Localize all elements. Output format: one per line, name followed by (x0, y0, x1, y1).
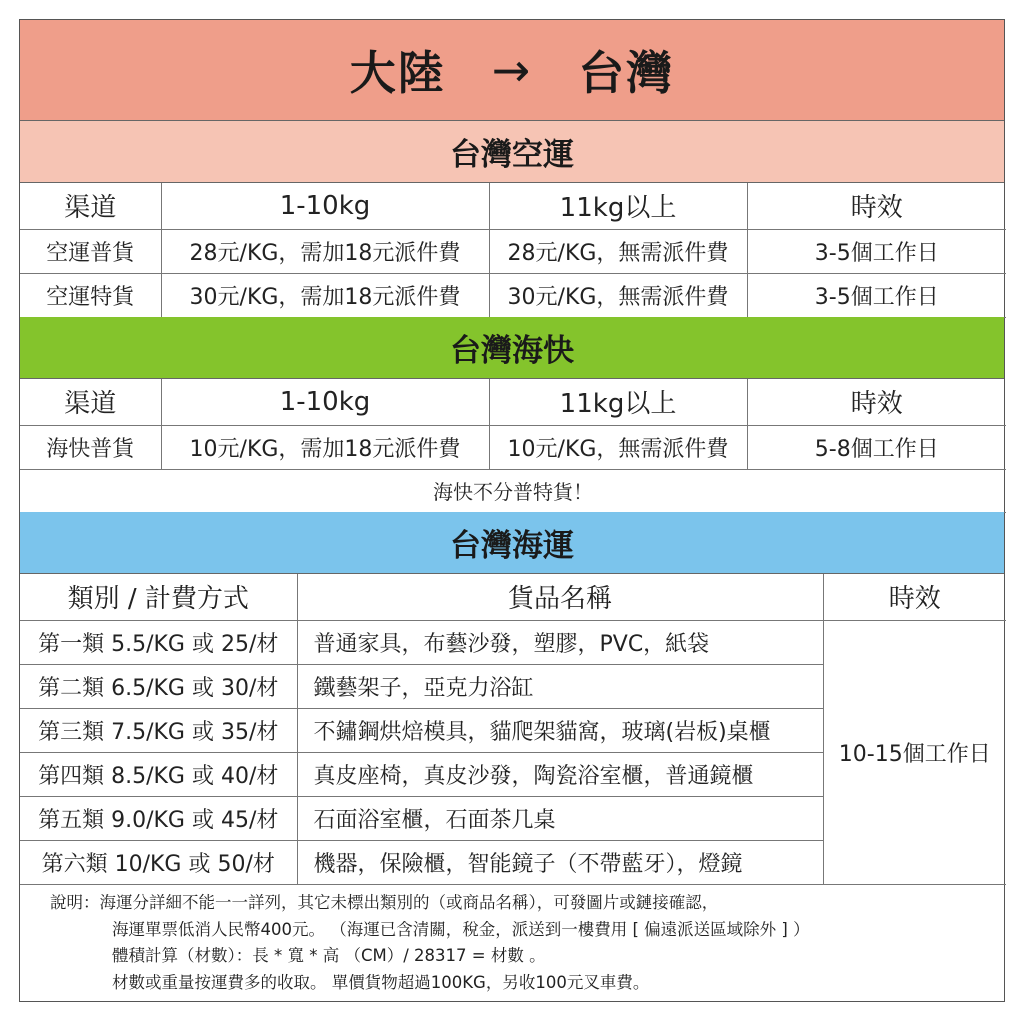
time-cell: 3-5個工作日 (747, 273, 1006, 317)
sea-fast-table (20, 379, 1006, 513)
footer-line-3: 體積計算（材數）：長 * 寬 * 高 （CM）/ 28317 = 材數 。 (112, 946, 546, 965)
price-sheet (19, 19, 1005, 1002)
time-cell: 3-5個工作日 (747, 229, 1006, 273)
air-section-title: 台灣空運 (20, 121, 1004, 183)
goods-cell: 不鏽鋼烘焙模具，貓爬架貓窩，玻璃(岩板)桌櫃 (297, 708, 823, 752)
table-row (20, 620, 1006, 664)
header-time: 時效 (747, 379, 1006, 425)
table-row (20, 425, 1006, 469)
price-cell: 28元/KG，無需派件費 (489, 229, 747, 273)
goods-cell: 鐵藝架子，亞克力浴缸 (297, 664, 823, 708)
footer-line-2: 海運單票低消人民幣400元。 （海運已含清關，稅金，派送到一樓費用 [ 偏遠派送區域除外 ] ） (112, 919, 810, 939)
price-cell: 30元/KG，需加18元派件費 (161, 273, 489, 317)
price-cell: 10元/KG，需加18元派件費 (161, 425, 489, 469)
goods-cell: 機器，保險櫃，智能鏡子（不帶藍牙），燈鏡 (297, 840, 823, 884)
category-cell: 第五類 9.0/KG 或 45/材 (20, 796, 297, 840)
air-table (20, 183, 1006, 318)
title-to: 台灣 (578, 46, 675, 100)
header-category: 類別 / 計費方式 (20, 574, 297, 620)
channel-cell: 海快普貨 (20, 425, 161, 469)
footer-notes (20, 883, 1004, 1001)
channel-cell: 空運普貨 (20, 229, 161, 273)
air-header-row (20, 183, 1006, 229)
header-channel: 渠道 (20, 379, 161, 425)
sea-section-title: 台灣海運 (20, 512, 1004, 574)
price-cell: 30元/KG，無需派件費 (489, 273, 747, 317)
header-1-10kg: 1-10kg (161, 183, 489, 229)
header-goods: 貨品名稱 (297, 574, 823, 620)
category-cell: 第三類 7.5/KG 或 35/材 (20, 708, 297, 752)
title-from: 大陸 (349, 46, 446, 100)
category-cell: 第二類 6.5/KG 或 30/材 (20, 664, 297, 708)
category-cell: 第六類 10/KG 或 50/材 (20, 840, 297, 884)
sea-fast-note-row (20, 469, 1006, 512)
price-cell: 28元/KG，需加18元派件費 (161, 229, 489, 273)
arrow-icon: → (491, 43, 533, 97)
channel-cell: 空運特貨 (20, 273, 161, 317)
time-cell: 5-8個工作日 (747, 425, 1006, 469)
sea-time-cell: 10-15個工作日 (823, 620, 1006, 884)
goods-cell: 普通家具，布藝沙發，塑膠，PVC，紙袋 (297, 620, 823, 664)
sea-header-row (20, 574, 1006, 620)
header-11kg-plus: 11kg以上 (489, 183, 747, 229)
goods-cell: 真皮座椅，真皮沙發，陶瓷浴室櫃，普通鏡櫃 (297, 752, 823, 796)
header-channel: 渠道 (20, 183, 161, 229)
table-row (20, 229, 1006, 273)
page-title (20, 20, 1004, 121)
header-time: 時效 (823, 574, 1006, 620)
sea-fast-section-title: 台灣海快 (20, 317, 1004, 379)
footer-line-4: 材數或重量按運費多的收取。 單價貨物超過100KG，另收100元叉車費。 (112, 972, 650, 992)
category-cell: 第四類 8.5/KG 或 40/材 (20, 752, 297, 796)
footer-line-1: 說明：海運分詳細不能一一詳列，其它未標出類別的（或商品名稱），可發圖片或鏈接確認， (50, 893, 719, 912)
table-row (20, 273, 1006, 317)
price-cell: 10元/KG，無需派件費 (489, 425, 747, 469)
sea-table (20, 574, 1006, 885)
header-time: 時效 (747, 183, 1006, 229)
sea-fast-note: 海快不分普特貨！ (20, 469, 1006, 512)
header-1-10kg: 1-10kg (161, 379, 489, 425)
header-11kg-plus: 11kg以上 (489, 379, 747, 425)
goods-cell: 石面浴室櫃，石面茶几桌 (297, 796, 823, 840)
category-cell: 第一類 5.5/KG 或 25/材 (20, 620, 297, 664)
sea-fast-header-row (20, 379, 1006, 425)
